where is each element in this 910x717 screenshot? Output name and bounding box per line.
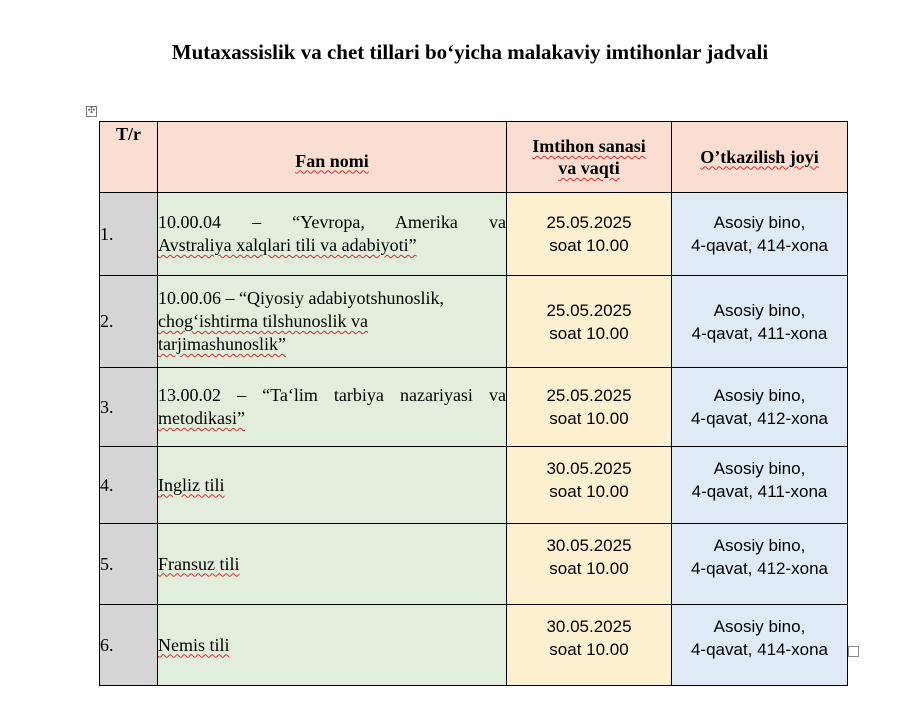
table-header-row: [100, 122, 848, 193]
table-move-handle-icon[interactable]: ✣: [87, 106, 96, 116]
table-row: [100, 524, 848, 605]
exam-schedule-table: [99, 121, 848, 686]
row-date[interactable]: 30.05.2025 soat 10.00: [507, 524, 672, 605]
row-number[interactable]: 6.: [100, 605, 158, 686]
row-place[interactable]: Asosiy bino, 4-qavat, 412-xona: [672, 524, 848, 605]
row-fan-nomi[interactable]: 10.00.06 – “Qiyosiy adabiyotshunoslik, chog‘ishtirma tilshunoslik va tarjimashunoslik”: [158, 276, 507, 368]
header-place[interactable]: O’tkazilish joyi: [672, 122, 848, 193]
table-row: [100, 193, 848, 276]
row-date[interactable]: 25.05.2025 soat 10.00: [507, 193, 672, 276]
row-number[interactable]: 3.: [100, 368, 158, 447]
table-row: [100, 605, 848, 686]
row-fan-nomi[interactable]: 13.00.02 – “Ta‘lim tarbiya nazariyasi va metodikasi”: [158, 368, 507, 447]
header-num[interactable]: T/r: [100, 122, 158, 193]
table-row: [100, 276, 848, 368]
row-fan-nomi[interactable]: Ingliz tili: [158, 447, 507, 524]
header-date[interactable]: Imtihon sanasi va vaqti: [507, 122, 672, 193]
row-number[interactable]: 1.: [100, 193, 158, 276]
row-fan-nomi[interactable]: Fransuz tili: [158, 524, 507, 605]
row-number[interactable]: 5.: [100, 524, 158, 605]
row-number[interactable]: 2.: [100, 276, 158, 368]
table-row: [100, 368, 848, 447]
header-fan-nomi[interactable]: Fan nomi: [158, 122, 507, 193]
row-fan-nomi[interactable]: 10.00.04 – “Yevropa, Amerika va Avstraliya xalqlari tili va adabiyoti”: [158, 193, 507, 276]
row-place[interactable]: Asosiy bino, 4-qavat, 411-xona: [672, 276, 848, 368]
row-date[interactable]: 25.05.2025 soat 10.00: [507, 276, 672, 368]
row-place[interactable]: Asosiy bino, 4-qavat, 414-xona: [672, 605, 848, 686]
row-place[interactable]: Asosiy bino, 4-qavat, 411-xona: [672, 447, 848, 524]
document-title: Mutaxassislik va chet tillari bo‘yicha malakaviy imtihonlar jadvali: [171, 40, 769, 64]
row-place[interactable]: Asosiy bino, 4-qavat, 414-xona: [672, 193, 848, 276]
table-resize-handle-icon[interactable]: [848, 646, 859, 657]
row-date[interactable]: 30.05.2025 soat 10.00: [507, 605, 672, 686]
row-date[interactable]: 25.05.2025 soat 10.00: [507, 368, 672, 447]
table-row: [100, 447, 848, 524]
row-place[interactable]: Asosiy bino, 4-qavat, 412-xona: [672, 368, 848, 447]
row-number[interactable]: 4.: [100, 447, 158, 524]
row-fan-nomi[interactable]: Nemis tili: [158, 605, 507, 686]
row-date[interactable]: 30.05.2025 soat 10.00: [507, 447, 672, 524]
